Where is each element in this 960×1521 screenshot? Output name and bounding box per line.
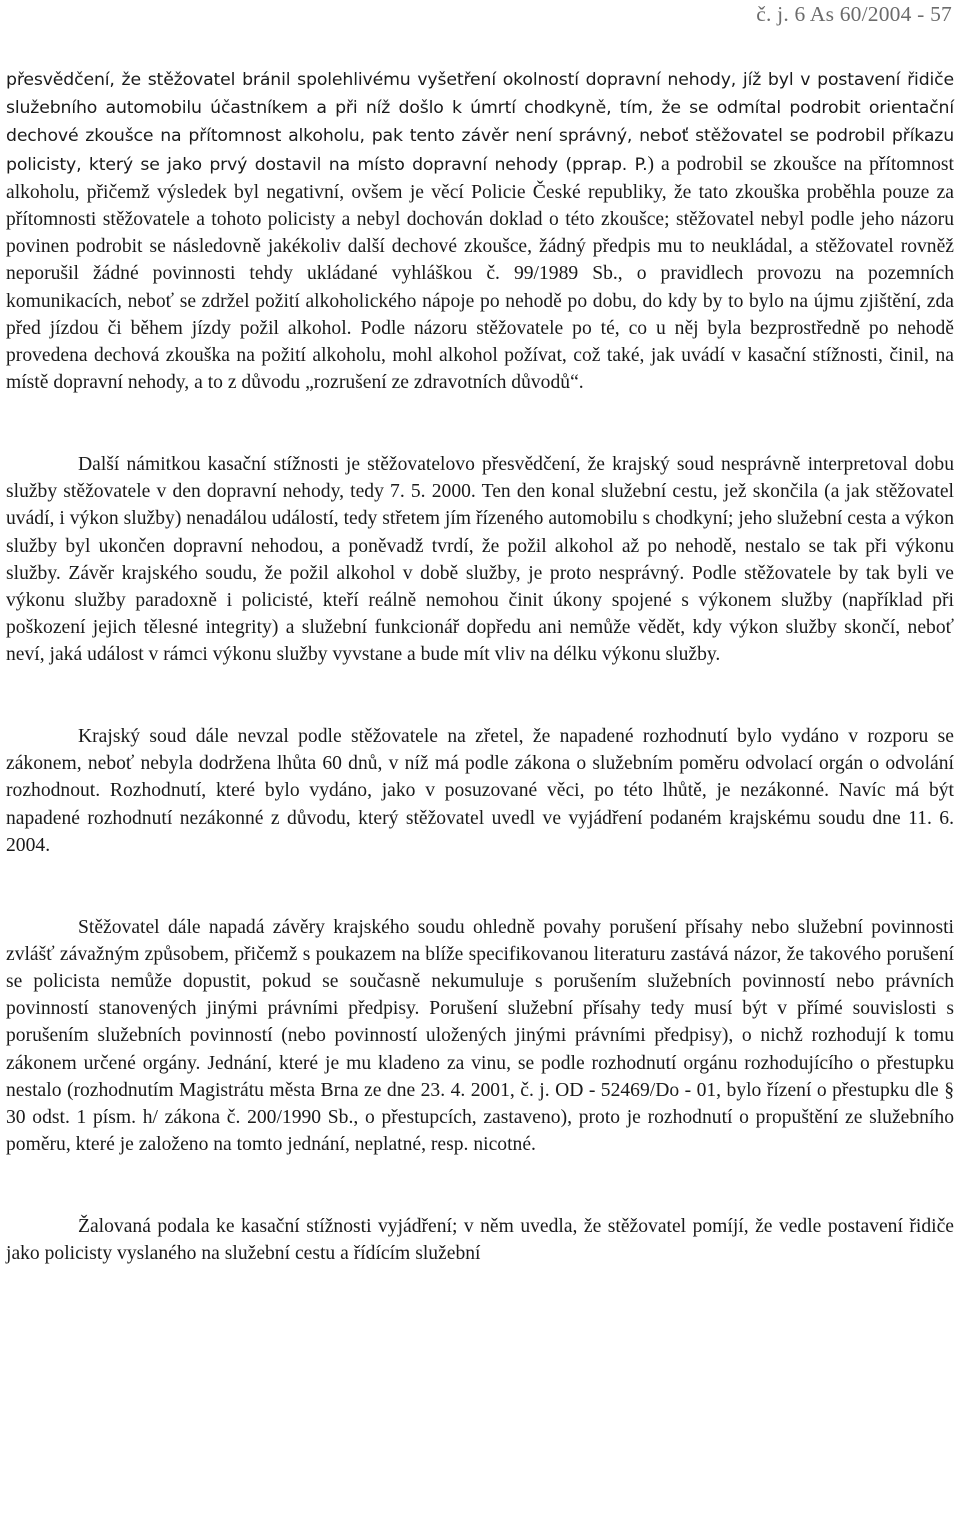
paragraph-4 [6,914,954,1159]
paragraph-3 [6,723,954,859]
paragraph-text: Stěžovatel dále napadá závěry krajského soudu ohledně povahy porušení přísahy nebo služební povinnosti zvlášť závažným způsobem, přičemž s poukazem na blíže specifikovanou literaturu zastává názor, že takového porušení se policista nemůže dopustit, pokud se současně nekumuluje s porušením služebních povinností nebo právních povinností stanovených jinými právními předpisy. Porušení služební přísahy tedy musí být v přímé souvislosti s porušením služebních povinností (nebo povinností uložených jinými právními předpisy), o nichž rozhodují k tomu zákonem určené orgány. Jednání, které je mu kladeno za vinu, se podle rozhodnutí orgánu rozhodujícího o přestupku nestalo (rozhodnutím Magistrátu města Brna ze dne 23. 4. 2001, č. j. OD - 52469/Do - 01, bylo řízení o přestupku dle § 30 odst. 1 písm. h/ zákona č. 200/1990 Sb., o přestupcích, zastaveno), proto je rozhodnutí o propuštění ze služebního poměru, které je založeno na tomto jednání, neplatné, resp. nicotné. [6,916,954,1156]
paragraph-1 [6,66,954,396]
paragraph-text: Krajský soud dále nevzal podle stěžovatele na zřetel, že napadené rozhodnutí bylo vydáno v rozporu se zákonem, neboť nebyla dodržena lhůta 60 dnů, v níž má podle zákona o služebním poměru odvolací orgán o odvolání rozhodnout. Rozhodnutí, které bylo vydáno, jako v posuzované věci, po této lhůtě, je nezákonné. Navíc má být napadené rozhodnutí nezákonné z důvodu, který stěžovatel uvedl ve vyjádření podaném krajskému soudu dne 11. 6. 2004. [6,726,954,856]
paragraph-text: , o pravidlech provozu na pozemních komunikacích, neboť se zdržel požití alkoholického nápoje po nehodě po dobu, do kdy by to bylo na újmu zjištění, zda před jízdou či během jízdy požil alkohol. Podle názoru stěžovatele po té, co u něj byla bezprostředně po nehodě provedena dechová zkouška na požití alkoholu, mohl alkohol požívat, což také, jak uvádí v kasační stížnosti, činil, na místě dopravní nehody, a to z důvodu „rozrušení ze zdravotních důvodů“. [6,263,954,394]
paragraph-text: přesvědčení, že stěžovatel bránil spolehlivému vyšetření okolností dopravní nehody, jíž byl v postavení řidiče služebního automobilu účastníkem a při níž došlo k úmrtí chodkyně, tím, že se odmítal podrobit orientační dechové zkoušce na přítomnost alkoholu, pak tento závěr není správný, neboť stěžovatel se podrobil příkazu policisty, který se jako prvý dostavil na místo dopravní nehody (pprap. P. [6,70,954,175]
paragraph-5 [6,1213,954,1267]
paragraph-text: Další námitkou kasační stížnosti je stěžovatelovo přesvědčení, že krajský soud nesprávně interpretoval dobu služby stěžovatele v den dopravní nehody, tedy 7. 5. 2000. Ten den konal služební cestu, jež skončila (a jak stěžovatel uvádí, i výkon služby) nenadálou událostí, tedy střetem jím řízeného automobilu s chodkyní; jeho služební cesta a výkon služby byl ukončen dopravní nehodou, a poněvadž tvrdí, že požil alkohol až po nehodě, nestalo se tak při výkonu služby. Závěr krajského soudu, že požil alkohol v době služby, je proto nesprávný. Podle stěžovatele by tak byli ve výkonu služby paradoxně i policisté, kteří reálně nemohou činit úkony spojené s výkonem služby (například při poškození jejich tělesné integrity) a služební funkcionář dopředu ani nemůže vědět, kdy výkon služby skončí, neboť neví, jaká událost v rámci výkonu služby vyvstane a bude mít vliv na délku výkonu služby. [6,453,954,666]
case-reference: č. j. 6 As 60/2004 - 57 [756,2,952,26]
paragraph-text: Žalovaná podala ke kasační stížnosti vyjádření; v něm uvedla, že stěžovatel pomíjí, že vedle postavení řidiče jako policisty vyslaného na služební cestu a řídícím služební [6,1215,954,1265]
document-body [6,66,954,1267]
paragraph-text: ) a podrobil se zkoušce na přítomnost alkoholu, přičemž výsledek byl negativní, ovšem je věcí Policie České republiky, že tato zkouška proběhla pouze za přítomnosti stěžovatele a tohoto policisty a nebyl dochován doklad o této zkoušce; stěžovatel nebyl podle jeho názoru povinen podrobit se následovně jakékoliv další dechové zkoušce, žádný předpis mu to neukládal, a stěžovatel rovněž neporušil žádné povinnosti tehdy ukládané vyhláškou č. 99/1989 Sb. [6,153,954,285]
paragraph-2 [6,451,954,669]
